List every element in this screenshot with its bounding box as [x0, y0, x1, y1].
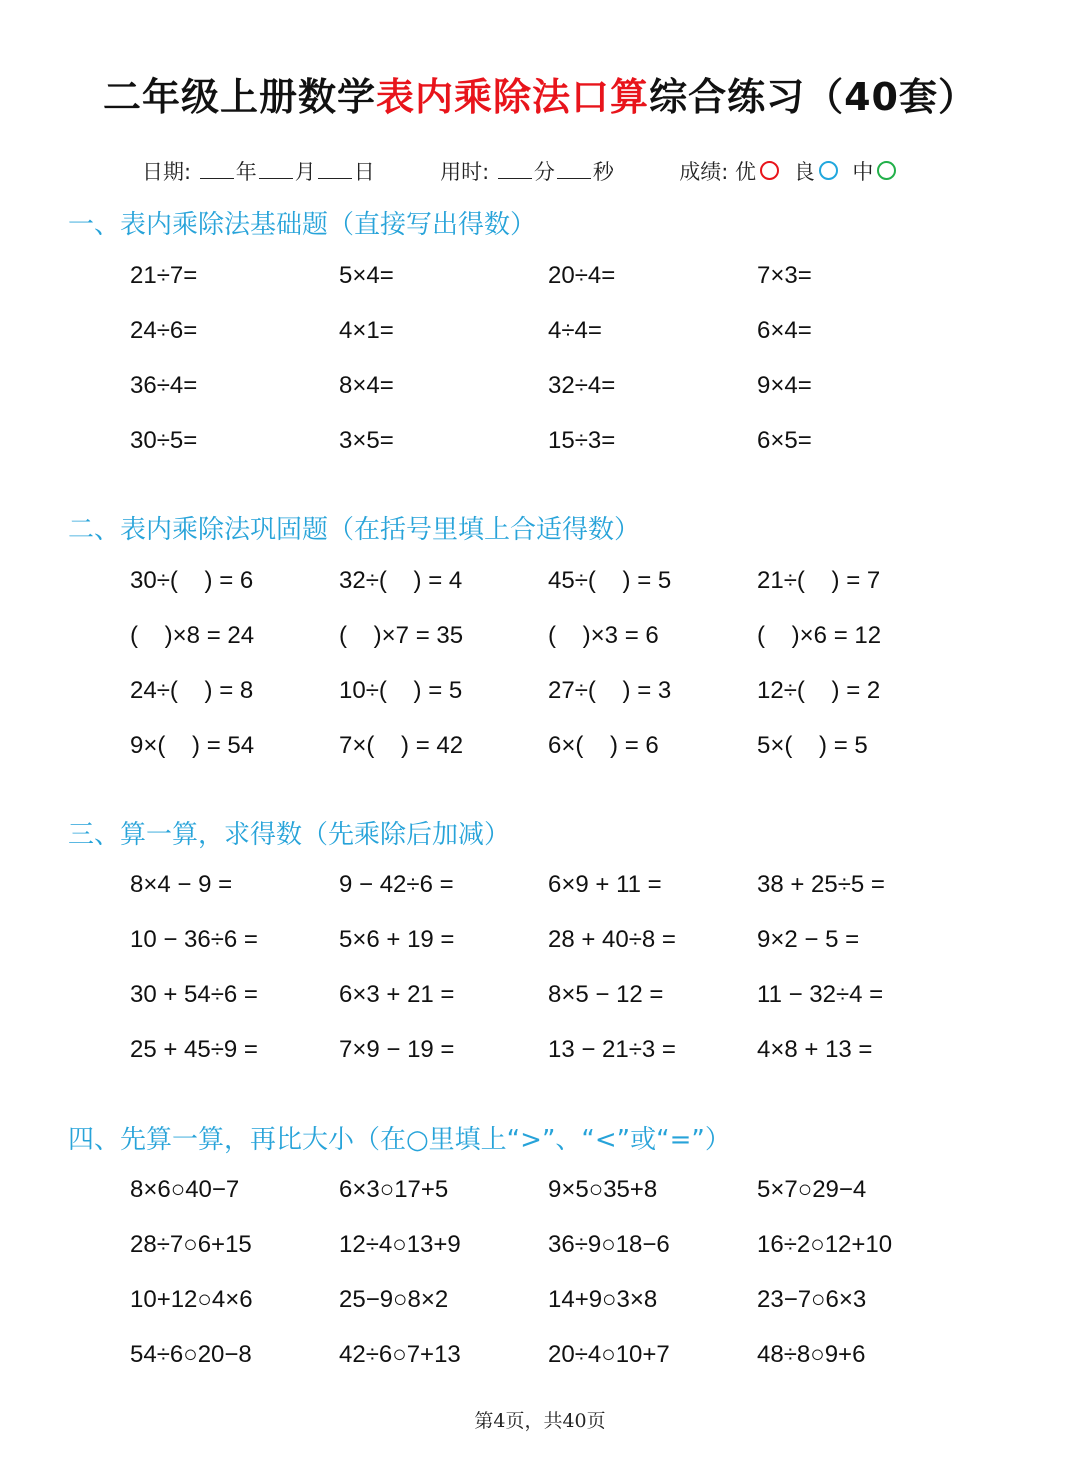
problem: 6×3○17+5	[339, 1175, 449, 1203]
problem: 10+12○4×6	[130, 1285, 253, 1313]
problem: 42÷6○7+13	[339, 1340, 461, 1368]
problem: 9×5○35+8	[548, 1175, 658, 1203]
problem: 5×4=	[339, 261, 394, 289]
second-label: 秒	[592, 160, 614, 184]
minute-label: 分	[533, 160, 555, 184]
problem: 25 + 45÷9 =	[130, 1035, 258, 1063]
problem: ( )×6 = 12	[757, 621, 882, 649]
problem: 9×2 − 5 =	[757, 925, 860, 953]
year-label: 年	[235, 160, 257, 184]
problem: 10÷( ) = 5	[339, 676, 463, 704]
problem: 10 − 36÷6 =	[130, 925, 258, 953]
grade-excellent-circle-icon[interactable]	[760, 161, 779, 180]
grade-excellent-label: 优	[735, 160, 757, 184]
problem: 6×9 + 11 =	[548, 870, 662, 898]
problem: 21÷7=	[130, 261, 198, 289]
section-1-title: 一、表内乘除法基础题（直接写出得数）	[68, 210, 537, 240]
month-label: 月	[294, 160, 316, 184]
problem: 7×9 − 19 =	[339, 1035, 455, 1063]
problem: 6×3 + 21 =	[339, 980, 455, 1008]
problem: 36÷9○18−6	[548, 1230, 670, 1258]
problem: 12÷( ) = 2	[757, 676, 881, 704]
time-label: 用时:	[440, 160, 490, 184]
section-3-grid	[130, 857, 1030, 1077]
section-1-grid	[130, 248, 1030, 468]
score-label: 成绩:	[679, 160, 729, 184]
problem: 8×6○40−7	[130, 1175, 240, 1203]
problem: 12÷4○13+9	[339, 1230, 461, 1258]
problem: 15÷3=	[548, 426, 616, 454]
problem: 7×( ) = 42	[339, 731, 464, 759]
grade-fair-circle-icon[interactable]	[877, 161, 896, 180]
problem: 16÷2○12+10	[757, 1230, 893, 1258]
problem: 54÷6○20−8	[130, 1340, 252, 1368]
problem: 38 + 25÷5 =	[757, 870, 885, 898]
section-4-grid	[130, 1162, 1030, 1382]
problem-row	[130, 912, 1030, 967]
problem: 36÷4=	[130, 371, 198, 399]
info-line	[142, 156, 904, 186]
problem-row	[130, 1217, 1030, 1272]
problem-row	[130, 1327, 1030, 1382]
problem: 3×5=	[339, 426, 394, 454]
problem-row	[130, 663, 1030, 718]
problem: 6×5=	[757, 426, 812, 454]
problem: 4×1=	[339, 316, 394, 344]
problem: 20÷4=	[548, 261, 616, 289]
problem: ( )×3 = 6	[548, 621, 659, 649]
section-4-title: 四、先算一算，再比大小（在○里填上“>”、“<”或“=”）	[68, 1125, 731, 1155]
problem-row	[130, 553, 1030, 608]
problem: 8×4 − 9 =	[130, 870, 233, 898]
minute-blank[interactable]	[498, 160, 532, 179]
problem: 32÷( ) = 4	[339, 566, 463, 594]
problem: 4÷4=	[548, 316, 602, 344]
problem: ( )×7 = 35	[339, 621, 464, 649]
problem: 9×( ) = 54	[130, 731, 255, 759]
day-blank[interactable]	[318, 160, 352, 179]
problem-row	[130, 413, 1030, 468]
problem: 13 − 21÷3 =	[548, 1035, 676, 1063]
section-2-grid	[130, 553, 1030, 773]
problem-row	[130, 358, 1030, 413]
problem: 7×3=	[757, 261, 812, 289]
problem: 32÷4=	[548, 371, 616, 399]
grade-good-label: 良	[793, 160, 815, 184]
problem: 11 − 32÷4 =	[757, 980, 884, 1008]
problem: 28÷7○6+15	[130, 1230, 252, 1258]
problem: 23−7○6×3	[757, 1285, 867, 1313]
problem: 24÷( ) = 8	[130, 676, 254, 704]
problem: 9×4=	[757, 371, 812, 399]
problem: 30÷5=	[130, 426, 198, 454]
problem-row	[130, 1022, 1030, 1077]
problem: 9 − 42÷6 =	[339, 870, 454, 898]
problem-row	[130, 967, 1030, 1022]
problem: 8×5 − 12 =	[548, 980, 664, 1008]
problem: 45÷( ) = 5	[548, 566, 672, 594]
problem: 5×( ) = 5	[757, 731, 868, 759]
problem: 24÷6=	[130, 316, 198, 344]
problem-row	[130, 857, 1030, 912]
problem: 5×7○29−4	[757, 1175, 867, 1203]
day-label: 日	[353, 160, 375, 184]
title-part1: 二年级上册数学	[103, 75, 377, 119]
date-label: 日期:	[142, 160, 192, 184]
problem: 8×4=	[339, 371, 394, 399]
problem: 20÷4○10+7	[548, 1340, 670, 1368]
problem-row	[130, 248, 1030, 303]
problem: 28 + 40÷8 =	[548, 925, 676, 953]
problem: 4×8 + 13 =	[757, 1035, 873, 1063]
problem: 30 + 54÷6 =	[130, 980, 258, 1008]
problem-row	[130, 1162, 1030, 1217]
problem-row	[130, 303, 1030, 358]
problem-row	[130, 608, 1030, 663]
problem: 5×6 + 19 =	[339, 925, 455, 953]
page-title	[0, 66, 1080, 121]
problem: 48÷8○9+6	[757, 1340, 866, 1368]
problem: 6×( ) = 6	[548, 731, 659, 759]
grade-fair-label: 中	[852, 160, 874, 184]
problem-row	[130, 718, 1030, 773]
problem: 21÷( ) = 7	[757, 566, 881, 594]
problem: 27÷( ) = 3	[548, 676, 672, 704]
year-blank[interactable]	[200, 160, 234, 179]
section-3-title: 三、算一算，求得数（先乘除后加减）	[68, 820, 511, 850]
title-part2: 综合练习（40套）	[649, 75, 977, 119]
problem: 25−9○8×2	[339, 1285, 449, 1313]
grade-good-circle-icon[interactable]	[819, 161, 838, 180]
problem-row	[130, 1272, 1030, 1327]
problem: 6×4=	[757, 316, 812, 344]
page-footer: 第4页，共40页	[474, 1410, 606, 1432]
second-blank[interactable]	[557, 160, 591, 179]
problem: ( )×8 = 24	[130, 621, 255, 649]
problem: 30÷( ) = 6	[130, 566, 254, 594]
title-highlight: 表内乘除法口算	[376, 75, 650, 119]
problem: 14+9○3×8	[548, 1285, 658, 1313]
section-2-title: 二、表内乘除法巩固题（在括号里填上合适得数）	[68, 515, 641, 545]
month-blank[interactable]	[259, 160, 293, 179]
